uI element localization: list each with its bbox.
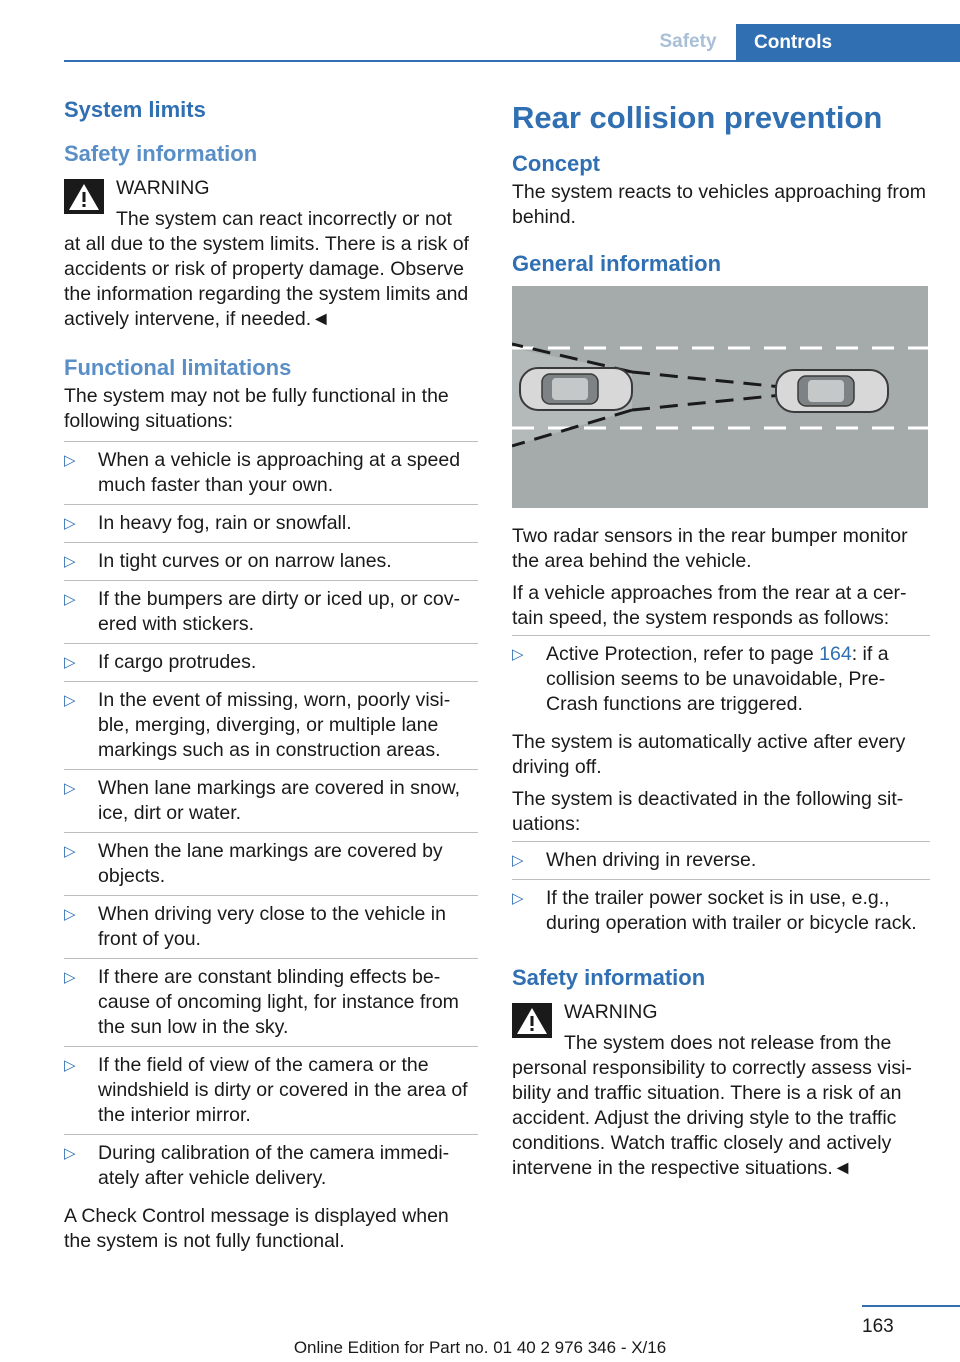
triangle-bullet-icon: ▷ xyxy=(64,906,76,923)
limitations-list xyxy=(64,441,478,1197)
radar-illustration xyxy=(512,286,928,508)
concept-heading: Concept xyxy=(512,151,600,176)
list-item-text: When lane markings are covered in snow, ice, dirt or water. xyxy=(98,777,461,824)
warning-block xyxy=(64,176,478,232)
active-protection-text-post: : if a collision seems to be unavoidable, Pre-Crash functions are triggered. xyxy=(546,643,889,715)
system-limits-heading: System limits xyxy=(64,97,206,122)
list-item xyxy=(512,635,930,723)
list-item-text: If the trailer power socket is in use, e.g., during operation with trailer or bicycle rack. xyxy=(546,887,917,934)
warning-text-first: The system can react incorrectly or not xyxy=(116,208,452,230)
approaching-car xyxy=(776,370,888,412)
left-column xyxy=(64,96,478,1261)
triangle-bullet-icon: ▷ xyxy=(64,843,76,860)
triangle-bullet-icon: ▷ xyxy=(512,890,524,907)
list-item xyxy=(64,958,478,1046)
response-list xyxy=(512,635,930,723)
list-item xyxy=(512,841,930,879)
header-rule xyxy=(64,60,960,62)
header-tab-safety[interactable]: Safety xyxy=(659,31,717,52)
triangle-bullet-icon: ▷ xyxy=(512,852,524,869)
approach-text: If a vehicle approaches from the rear at a cer‐tain speed, the system responds as follows: xyxy=(512,582,907,629)
list-item-text: During calibration of the camera immedi‐ately after vehicle delivery. xyxy=(98,1142,450,1189)
warning-block-right xyxy=(512,1000,930,1056)
triangle-bullet-icon: ▷ xyxy=(64,1057,76,1074)
list-item-text: If there are constant blinding effects be‐cause of oncoming light, for instance from the sun low in the sky. xyxy=(98,966,459,1038)
rear-car xyxy=(520,368,632,410)
functional-limitations-intro: The system may not be fully functional in the following situations: xyxy=(64,385,449,432)
right-column xyxy=(512,96,930,1188)
page-link-164[interactable]: 164 xyxy=(819,643,852,665)
list-item xyxy=(64,769,478,832)
general-information-heading: General information xyxy=(512,251,722,276)
warning-icon xyxy=(64,179,104,214)
concept-text: The system reacts to vehicles approaching from behind. xyxy=(512,181,927,228)
functional-limitations-heading: Functional limitations xyxy=(64,355,292,380)
list-item xyxy=(64,832,478,895)
list-item-text: When driving in reverse. xyxy=(546,849,757,871)
list-item xyxy=(512,879,930,942)
list-item-text: In tight curves or on narrow lanes. xyxy=(98,550,392,572)
list-item xyxy=(64,504,478,542)
deactivated-list xyxy=(512,841,930,942)
list-item xyxy=(64,441,478,504)
list-item-text: If the field of view of the camera or the windshield is dirty or covered in the area of the interior mirror. xyxy=(98,1054,468,1126)
triangle-bullet-icon: ▷ xyxy=(64,654,76,671)
triangle-bullet-icon: ▷ xyxy=(64,1145,76,1162)
list-item xyxy=(64,580,478,643)
list-item xyxy=(64,895,478,958)
warning-text-rest: personal responsibility to correctly assess visi‐bility and traffic situation. There is a risk of an accident. Adjust the driving style to the traffic conditions. Watch traffic closely and actively intervene in the respective situations.◄ xyxy=(512,1057,912,1179)
warning-text-first: The system does not release from the xyxy=(564,1032,892,1054)
list-item-text: When the lane markings are covered by objects. xyxy=(98,840,443,887)
list-item-text: In heavy fog, rain or snowfall. xyxy=(98,512,352,534)
triangle-bullet-icon: ▷ xyxy=(64,515,76,532)
header-tab-controls[interactable]: Controls xyxy=(736,24,960,62)
radar-text: Two radar sensors in the rear bumper monitor the area behind the vehicle. xyxy=(512,525,908,572)
list-item xyxy=(64,681,478,769)
warning-label: WARNING xyxy=(116,177,210,199)
list-item xyxy=(64,542,478,580)
list-item xyxy=(64,643,478,681)
list-item-text: If cargo protrudes. xyxy=(98,651,257,673)
list-item xyxy=(64,1046,478,1134)
list-item-text: When driving very close to the vehicle in front of you. xyxy=(98,903,446,950)
edition-footer: Online Edition for Part no. 01 40 2 976 346 - X/16 xyxy=(293,1338,667,1357)
list-item-text: In the event of missing, worn, poorly visi‐ble, merging, diverging, or multiple lane markings such as in construction areas. xyxy=(98,689,451,761)
deactivated-intro: The system is deactivated in the following sit‐uations: xyxy=(512,788,904,835)
safety-information-heading-right: Safety information xyxy=(512,965,706,990)
warning-label: WARNING xyxy=(564,1001,658,1023)
active-protection-text: Active Protection, refer to page xyxy=(546,643,820,665)
auto-active-text: The system is automatically active after every driving off. xyxy=(512,731,906,778)
triangle-bullet-icon: ▷ xyxy=(64,553,76,570)
triangle-bullet-icon: ▷ xyxy=(64,591,76,608)
triangle-bullet-icon: ▷ xyxy=(64,969,76,986)
triangle-bullet-icon: ▷ xyxy=(64,780,76,797)
list-item-text: When a vehicle is approaching at a speed much faster than your own. xyxy=(98,449,461,496)
triangle-bullet-icon: ▷ xyxy=(512,646,524,663)
safety-information-heading: Safety information xyxy=(64,141,258,166)
warning-text-rest: at all due to the system limits. There is a risk of accidents or risk of property damage. Observe the information regarding the system limits and actively intervene, if needed.◄ xyxy=(64,233,469,330)
list-item-text: If the bumpers are dirty or iced up, or cov‐ered with stickers. xyxy=(98,588,460,635)
page-title: Rear collision prevention xyxy=(512,100,883,135)
page-number: 163 xyxy=(862,1316,894,1337)
triangle-bullet-icon: ▷ xyxy=(64,452,76,469)
warning-icon xyxy=(512,1003,552,1038)
list-item xyxy=(64,1134,478,1197)
check-control-note: A Check Control message is displayed when the system is not fully functional. xyxy=(64,1205,449,1252)
footer-rule xyxy=(862,1305,960,1307)
triangle-bullet-icon: ▷ xyxy=(64,692,76,709)
